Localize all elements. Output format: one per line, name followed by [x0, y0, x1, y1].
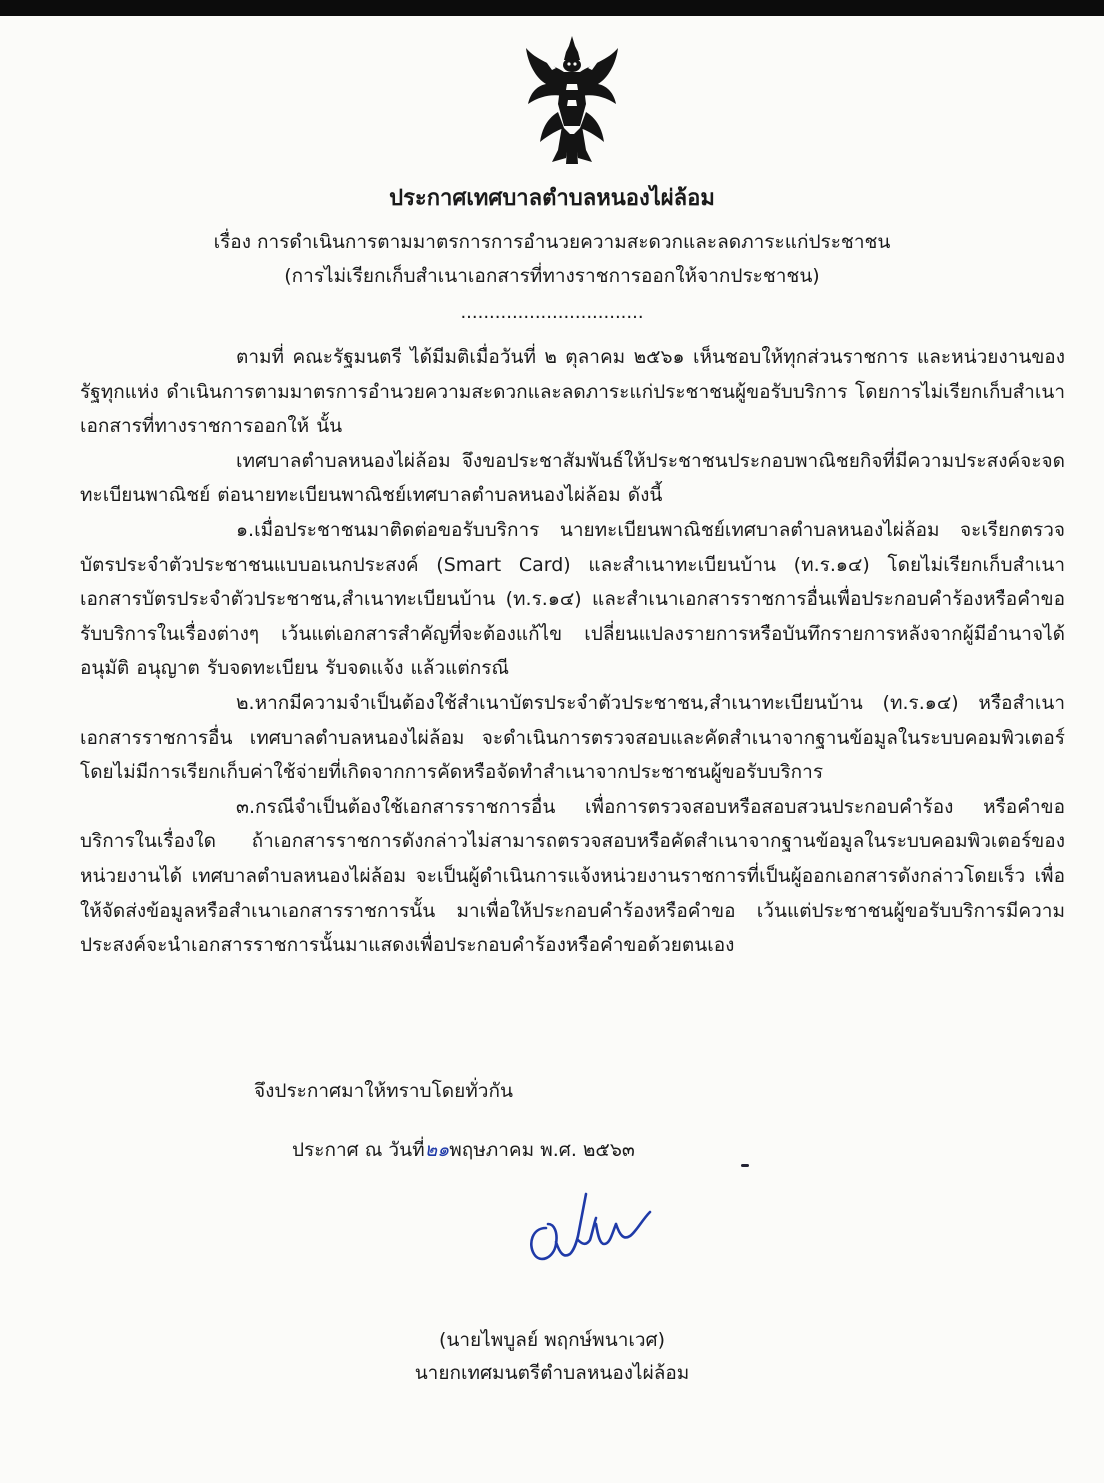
date-rest: พฤษภาคม พ.ศ. ๒๕๖๓ [449, 1139, 635, 1161]
paragraph-item-2: ๒.หากมีความจำเป็นต้องใช้สำเนาบัตรประจำตัวประชาชน,สำเนาทะเบียนบ้าน (ท.ร.๑๔) หรือสำเนาเอกสารราชการอื่น เทศบาลตำบลหนองไผ่ล้อม จะดำเนินการตรวจสอบและคัดสำเนาจากฐานข้อมูลในระบบคอมพิวเตอร์ โดยไม่มีการเรียกเก็บค่าใช้จ่ายที่เกิดจากการคัดหรือจัดทำสำเนาจากประชาชนผู้ขอรับบริการ [80, 691, 1065, 784]
handwritten-day: ๒๑ [424, 1139, 450, 1161]
signer-position: นายกเทศมนตรีตำบลหนองไผ่ล้อม [414, 1362, 690, 1384]
paragraph-1: ตามที่ คณะรัฐมนตรี ได้มีมติเมื่อวันที่ ๒ ตุลาคม ๒๕๖๑ เห็นชอบให้ทุกส่วนราชการ และหน่วยงานของรัฐทุกแห่ง ดำเนินการตามมาตรการอำนวยความสะดวกและลดภาระแก่ประชาชนผู้ขอรับบริการ โดยการไม่เรียกเก็บสำเนาเอกสารที่ทางราชการออกให้ นั้น [80, 346, 1065, 438]
paragraph-2: เทศบาลตำบลหนองไผ่ล้อม จึงขอประชาสัมพันธ์ให้ประชาชนประกอบพาณิชยกิจที่มีความประสงค์จะจดทะเบียนพาณิชย์ ต่อนายทะเบียนพาณิชย์เทศบาลตำบลหนองไผ่ล้อม ดังนี้ [80, 449, 1065, 507]
separator-dots: ................................ [460, 302, 644, 323]
handwritten-signature [524, 1184, 674, 1278]
ink-speck [741, 1164, 749, 1167]
announcement-title: ประกาศเทศบาลตำบลหนองไผ่ล้อม [389, 186, 715, 211]
date-prefix: ประกาศ ณ วันที่ [292, 1139, 425, 1161]
announcement-date [292, 1135, 635, 1165]
announcement-body [80, 340, 1065, 963]
garuda-emblem-icon [522, 34, 622, 166]
scan-top-edge [0, 0, 1104, 16]
subject-line-1: เรื่อง การดำเนินการตามมาตรการการอำนวยความสะดวกและลดภาระแก่ประชาชน [213, 231, 891, 253]
subject-line-2: (การไม่เรียกเก็บสำเนาเอกสารที่ทางราชการออกให้จากประชาชน) [284, 265, 820, 287]
signer-name: (นายไพบูลย์ พฤกษ์พนาเวศ) [438, 1329, 666, 1351]
paragraph-item-3: ๓.กรณีจำเป็นต้องใช้เอกสารราชการอื่น เพื่อการตรวจสอบหรือสอบสวนประกอบคำร้อง หรือคำขอบริการในเรื่องใด ถ้าเอกสารราชการดังกล่าวไม่สามารถตรวจสอบหรือคัดสำเนาจากฐานข้อมูลในระบบคอมพิวเตอร์ของหน่วยงานได้ เทศบาลตำบลหนองไผ่ล้อม จะเป็นผู้ดำเนินการแจ้งหน่วยงานราชการที่เป็นผู้ออกเอกสารดังกล่าวโดยเร็ว เพื่อให้จัดส่งข้อมูลหรือสำเนาเอกสารราชการนั้น มาเพื่อให้ประกอบคำร้องหรือคำขอ เว้นแต่ประชาชนผู้ขอรับบริการมีความประสงค์จะนำเอกสารราชการนั้นมาแสดงเพื่อประกอบคำร้องหรือคำขอด้วยตนเอง [80, 795, 1065, 957]
closing-statement: จึงประกาศมาให้ทราบโดยทั่วกัน [254, 1080, 513, 1102]
paragraph-item-1: ๑.เมื่อประชาชนมาติดต่อขอรับบริการ นายทะเบียนพาณิชย์เทศบาลตำบลหนองไผ่ล้อม จะเรียกตรวจบัตรประจำตัวประชาชนแบบอเนกประสงค์ (Smart Card) และสำเนาทะเบียนบ้าน (ท.ร.๑๔) โดยไม่เรียกเก็บสำเนาเอกสารบัตรประจำตัวประชาชน,สำเนาทะเบียนบ้าน (ท.ร.๑๔) และสำเนาเอกสารราชการอื่นเพื่อประกอบคำร้องหรือคำขอรับบริการในเรื่องต่างๆ เว้นแต่เอกสารสำคัญที่จะต้องแก้ไข เปลี่ยนแปลงรายการหรือบันทึกรายการหลังจากผู้มีอำนาจได้อนุมัติ อนุญาต รับจดทะเบียน รับจดแจ้ง แล้วแต่กรณี [80, 518, 1065, 680]
